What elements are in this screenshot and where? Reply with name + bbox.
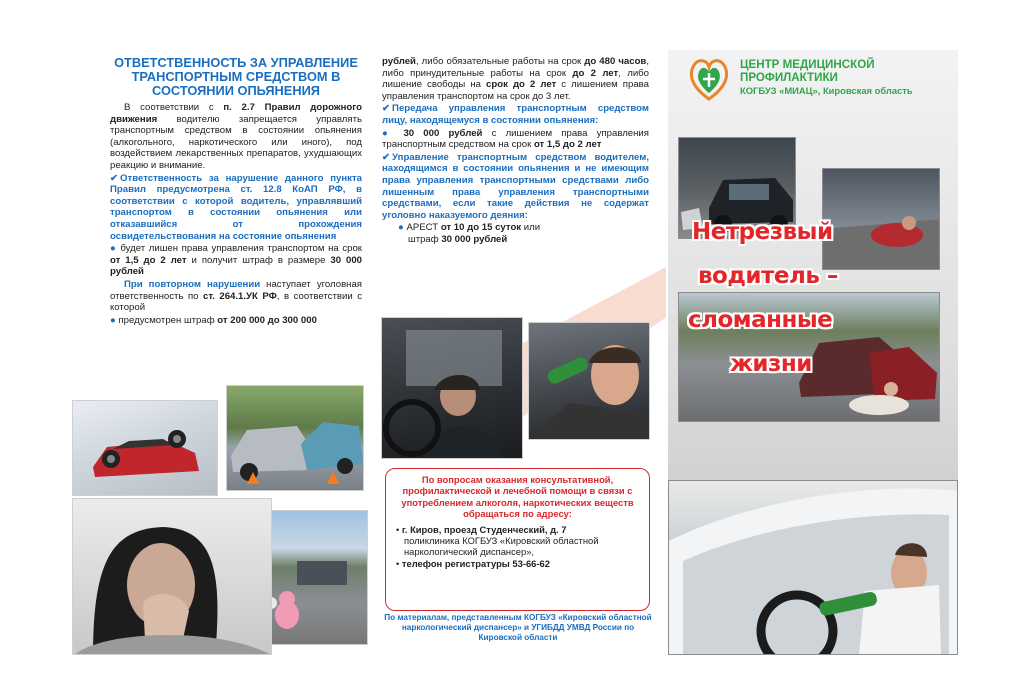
bullet-icon: ● — [110, 243, 117, 255]
intro-text-rest: водителю запрещается управлять транспортным средством в состоянии опьянения (алкогольного, наркотического или иного), под воздействием лекарственных препаратов, ухудшающих реакцию и внимание. — [110, 113, 362, 171]
column-2 — [382, 56, 649, 247]
checkmark-icon: ✔ — [382, 103, 391, 115]
cont-text-3: , либо лишение свободы на — [382, 67, 650, 91]
arrest-fine-label: штраф — [408, 233, 442, 245]
headline-line-2: водитель – — [698, 263, 838, 289]
transfer-term: от 1,5 до 2 лет — [533, 139, 602, 151]
source-note: По материалам, представленным КОГБУЗ «Кировский областной наркологический диспансер» и УГИБДД УМВД России по Кировской области — [384, 613, 652, 642]
brochure-sheet — [72, 50, 958, 655]
fine-item — [110, 315, 362, 327]
organization-name — [740, 58, 950, 97]
arrest-label: АРЕСТ — [406, 222, 441, 234]
rule-reference: п. 2.7 Правил дорожного движения — [110, 102, 362, 125]
cover-panel — [668, 50, 958, 655]
penalty-text-mid: и получит штраф в размере — [186, 254, 331, 266]
bullet-icon: ● — [110, 314, 116, 326]
transfer-heading-text: Передача управления транспортным средством лицу, находящемуся в состоянии опьянения: — [382, 103, 649, 126]
car-crash-photo — [226, 385, 364, 491]
org-line-1: ЦЕНТР МЕДИЦИНСКОЙ — [740, 58, 875, 71]
contact-heading: По вопросам оказания консультативной, профилактической и лечебной помощи в связи с употреблением алкоголя, наркотических веществ обращаться по адресу: — [401, 474, 634, 520]
heart-logo-icon — [688, 57, 730, 101]
repeat-text-rest: , в соответствии с которой — [110, 290, 362, 314]
crying-woman-photo — [72, 498, 272, 655]
arrest-or: или — [521, 222, 541, 234]
checkmark-icon: ✔ — [382, 151, 391, 163]
penalty-item — [110, 243, 362, 278]
checkmark-icon: ✔ — [110, 172, 119, 184]
criminal-article: ст. 264.1.УК РФ — [203, 290, 277, 302]
repeat-paragraph — [110, 279, 362, 314]
penalty-fine: 30 000 рублей — [110, 254, 363, 278]
unlicensed-heading-text: Управление транспортным средством водителем, находящимся в состоянии опьянения и не имеющим права управления транспортными средствами либо лишенным права управления транспортными средствами, если такие действия не содержат уголовно наказуемого деяния: — [382, 151, 649, 221]
cont-text-2: , либо принудительные работы на срок — [382, 56, 649, 79]
fine-amount: от 200 000 до 300 000 — [217, 314, 317, 326]
penalty-text: будет лишен права управления транспортом на срок — [120, 243, 362, 255]
contact-box — [385, 468, 650, 611]
cont-text: , либо обязательные работы на срок — [415, 56, 585, 67]
bullet-icon: • — [396, 557, 402, 569]
org-line-2: ПРОФИЛАКТИКИ — [740, 71, 838, 84]
intro-text: В соответствии с — [124, 102, 224, 113]
headline-line-1: Нетрезвый — [692, 219, 833, 245]
contact-address — [396, 524, 639, 570]
transfer-heading — [382, 103, 649, 126]
contact-city: г. Киров, проезд Студенческий, д. 7 — [401, 523, 567, 535]
arrest-term: от 10 до 15 суток — [440, 222, 522, 234]
overturned-car-photo — [72, 400, 218, 496]
drunk-driver-asleep-photo — [381, 317, 523, 459]
org-line-3: КОГБУЗ «МИАЦ», Кировская область — [740, 85, 913, 96]
section-title: ОТВЕТСТВЕННОСТЬ ЗА УПРАВЛЕНИЕ ТРАНСПОРТНЫМ СРЕДСТВОМ В СОСТОЯНИИ ОПЬЯНЕНИЯ — [114, 55, 358, 98]
arrest-penalty — [382, 222, 649, 245]
column-1 — [110, 56, 362, 327]
cont-text-4: с лишением права управления транспортом на срок до 3 лет. — [382, 79, 649, 102]
community-work-term: до 480 часов — [584, 56, 647, 67]
forced-labor-term: до 2 лет — [572, 67, 619, 79]
arrest-fine: 30 000 рублей — [441, 233, 508, 245]
cover-headline — [686, 210, 886, 386]
repeat-text: наступает уголовная ответственность по — [110, 278, 362, 302]
violation-heading — [110, 173, 362, 243]
driver-drinking-photo — [528, 322, 650, 440]
bullet-icon: ● — [382, 127, 395, 139]
contact-clinic: поликлиника КОГБУЗ «Кировский областной наркологический диспансер», — [404, 535, 599, 558]
unlicensed-heading — [382, 152, 649, 222]
driver-with-bottle-photo — [668, 480, 958, 655]
transfer-text: с лишением права управления транспортным средством на срок — [382, 127, 649, 151]
cont-currency: рублей — [382, 56, 416, 67]
intro-paragraph — [110, 102, 362, 172]
headline-line-3: сломанные — [688, 307, 833, 333]
transfer-penalty — [382, 128, 649, 151]
bullet-icon: ● — [398, 222, 404, 234]
transfer-fine: 30 000 рублей — [403, 127, 483, 139]
penalty-term: от 1,5 до 2 лет — [110, 254, 187, 266]
headline-line-4: жизни — [730, 351, 812, 377]
violation-heading-text: Ответственность за нарушение данного пункта Правил предусмотрена ст. 12.8 КоАП РФ, в соответствии с которой водитель, управлявший транспортом в состоянии опьянения или отказавшийся от прохождения освидетельствования на состояние опьянения — [110, 172, 362, 242]
bullet-icon: • — [396, 523, 402, 535]
criminal-penalties — [382, 56, 649, 102]
prison-term: срок до 2 лет — [486, 79, 557, 91]
fine-text: предусмотрен штраф — [118, 314, 218, 326]
repeat-label: При повторном нарушении — [124, 278, 261, 290]
contact-phone: телефон регистратуры 53-66-62 — [401, 557, 550, 569]
